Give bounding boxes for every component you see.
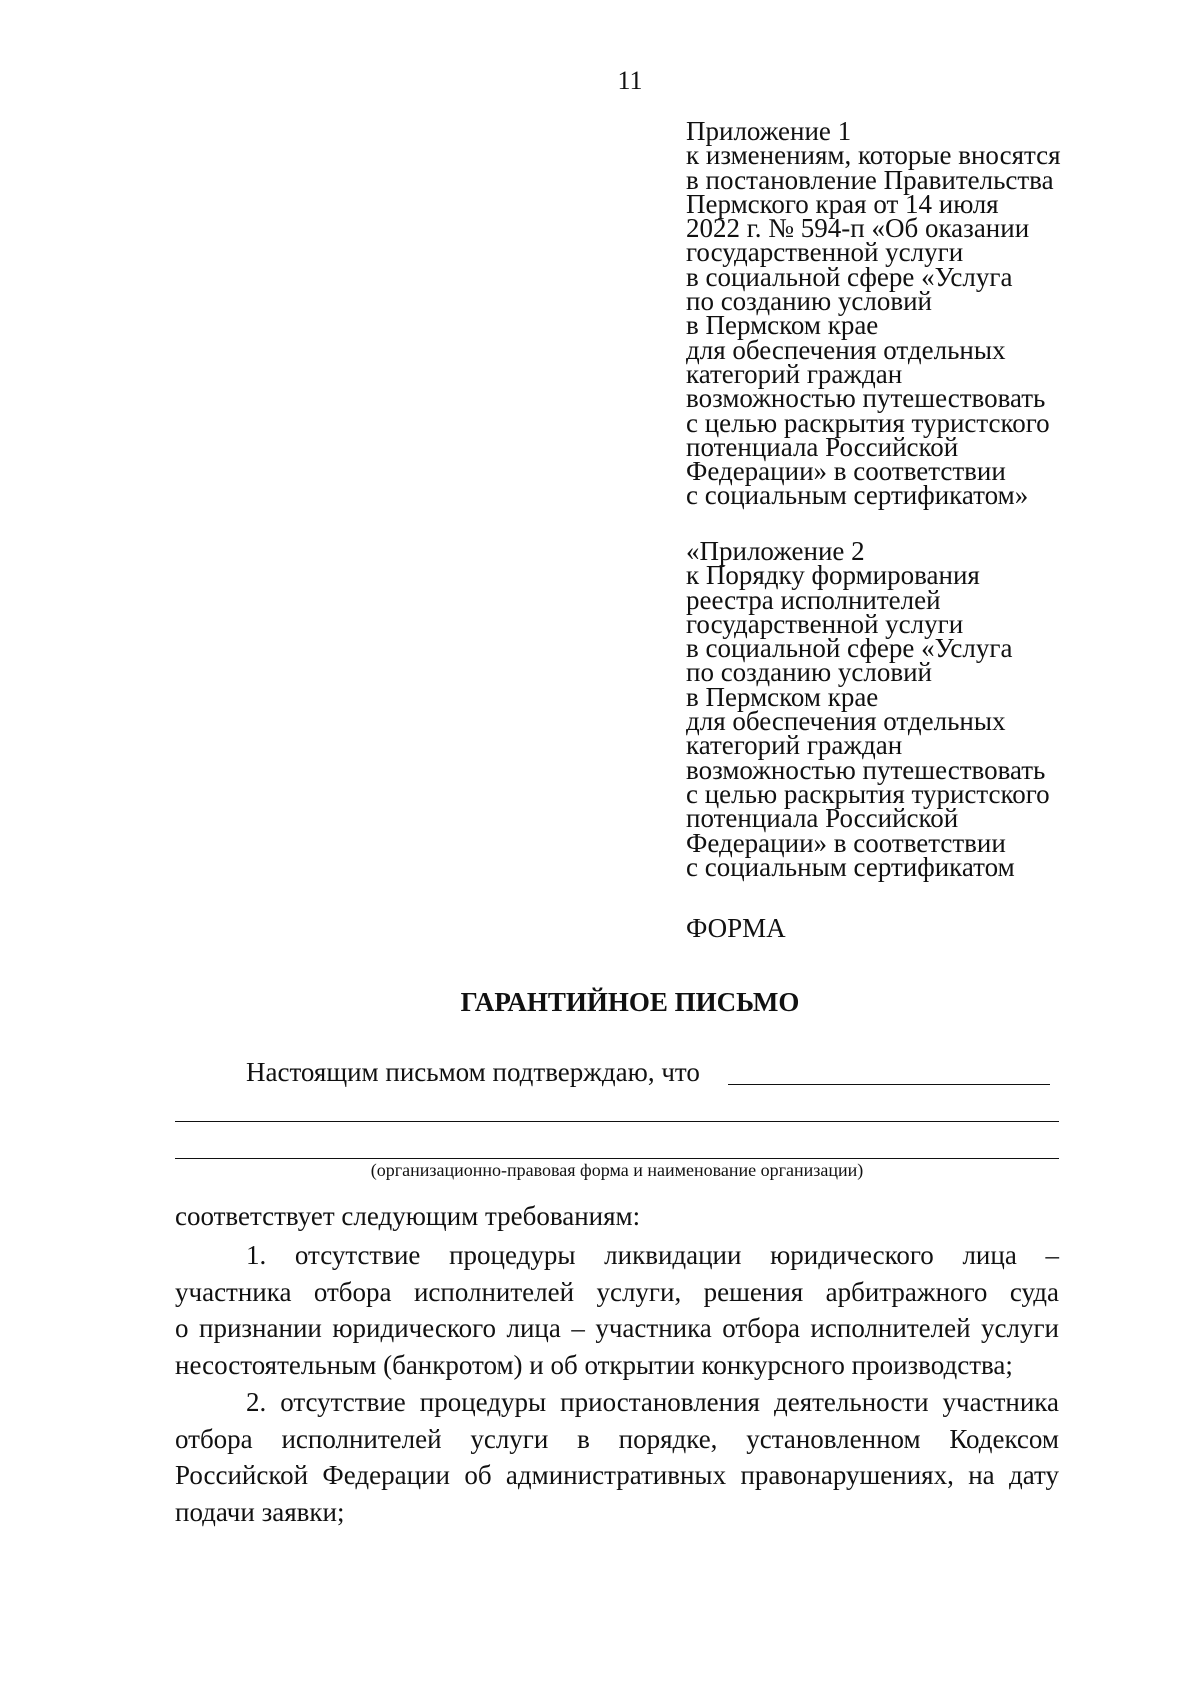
fill-in-blank-line[interactable] (728, 1084, 1050, 1085)
paragraph-line: соответствует следующим требованиям: (175, 1201, 641, 1231)
appendix-1-line: с социальным сертификатом» (686, 480, 1029, 511)
appendix-2-line: с целью раскрытия туристского (686, 778, 1050, 809)
appendix-2-line: в социальной сфере «Услуга (686, 633, 1013, 664)
appendix-1-line: в социальной сфере «Услуга (686, 261, 1013, 292)
appendix-1-line: в Пермском крае (686, 310, 879, 341)
appendix-1-line: по созданию условий (686, 286, 933, 317)
requirement-1-paragraph (175, 1237, 1059, 1384)
appendix-1-line: 2022 г. № 594-п «Об оказании (686, 213, 1030, 244)
appendix-2-line: «Приложение 2 (686, 536, 865, 566)
confirm-statement: Настоящим письмом подтверждаю, что (246, 1057, 700, 1087)
appendix-2-block (686, 536, 1166, 882)
paragraph-line: 1. отсутствие процедуры ликвидации юридического лица – (246, 1240, 1059, 1270)
appendix-2-line: государственной услуги (686, 608, 964, 639)
appendix-2-line: потенциала Российской (686, 803, 959, 834)
appendix-1-line: категорий граждан (686, 358, 903, 389)
appendix-2-line: для обеспечения отдельных (686, 706, 1006, 737)
requirements-intro (175, 1198, 1059, 1235)
page-number: 11 (617, 66, 643, 95)
document-title: ГАРАНТИЙНОЕ ПИСЬМО (460, 987, 800, 1017)
form-label: ФОРМА (686, 913, 786, 943)
appendix-1-line: возможностью путешествовать (686, 383, 1046, 414)
fill-in-blank-line[interactable] (175, 1121, 1059, 1122)
appendix-2-line: реестра исполнителей (686, 584, 941, 615)
appendix-2-line: категорий граждан (686, 730, 903, 761)
appendix-1-block (686, 116, 1166, 511)
paragraph-line: несостоятельным (банкротом) и об открытии конкурсного производства; (175, 1350, 1013, 1381)
appendix-1-line: государственной услуги (686, 237, 964, 268)
appendix-1-line: Приложение 1 (686, 116, 852, 146)
appendix-1-line: к изменениям, которые вносятся (686, 140, 1061, 171)
appendix-1-line: с целью раскрытия туристского (686, 407, 1050, 438)
appendix-1-line: Пермского края от 14 июля (686, 188, 999, 219)
appendix-2-line: с социальным сертификатом (686, 851, 1015, 882)
appendix-2-line: по созданию условий (686, 657, 933, 688)
appendix-2-line: к Порядку формирования (686, 560, 980, 591)
paragraph-line: участника отбора исполнителей услуги, решения арбитражного суда (175, 1276, 1059, 1307)
appendix-1-line: Федерации» в соответствии (686, 456, 1006, 487)
paragraph-line: Российской Федерации об административных правонарушениях, на дату (175, 1460, 1059, 1491)
paragraph-line: отбора исполнителей услуги в порядке, установленном Кодексом (175, 1423, 1059, 1454)
fill-in-blank-line[interactable] (175, 1158, 1059, 1159)
appendix-1-line: для обеспечения отдельных (686, 334, 1006, 365)
appendix-1-line: в постановление Правительства (686, 164, 1054, 195)
paragraph-line: 2. отсутствие процедуры приостановления деятельности участника (246, 1387, 1059, 1417)
appendix-2-line: Федерации» в соответствии (686, 827, 1006, 858)
paragraph-line: о признании юридического лица – участника отбора исполнителей услуги (175, 1313, 1059, 1344)
appendix-2-line: возможностью путешествовать (686, 754, 1046, 785)
paragraph-line: подачи заявки; (175, 1497, 345, 1528)
requirement-2-paragraph (175, 1384, 1059, 1531)
organization-caption: (организационно-правовая форма и наименование организации) (370, 1160, 864, 1180)
appendix-1-line: потенциала Российской (686, 431, 959, 462)
appendix-2-line: в Пермском крае (686, 681, 879, 712)
